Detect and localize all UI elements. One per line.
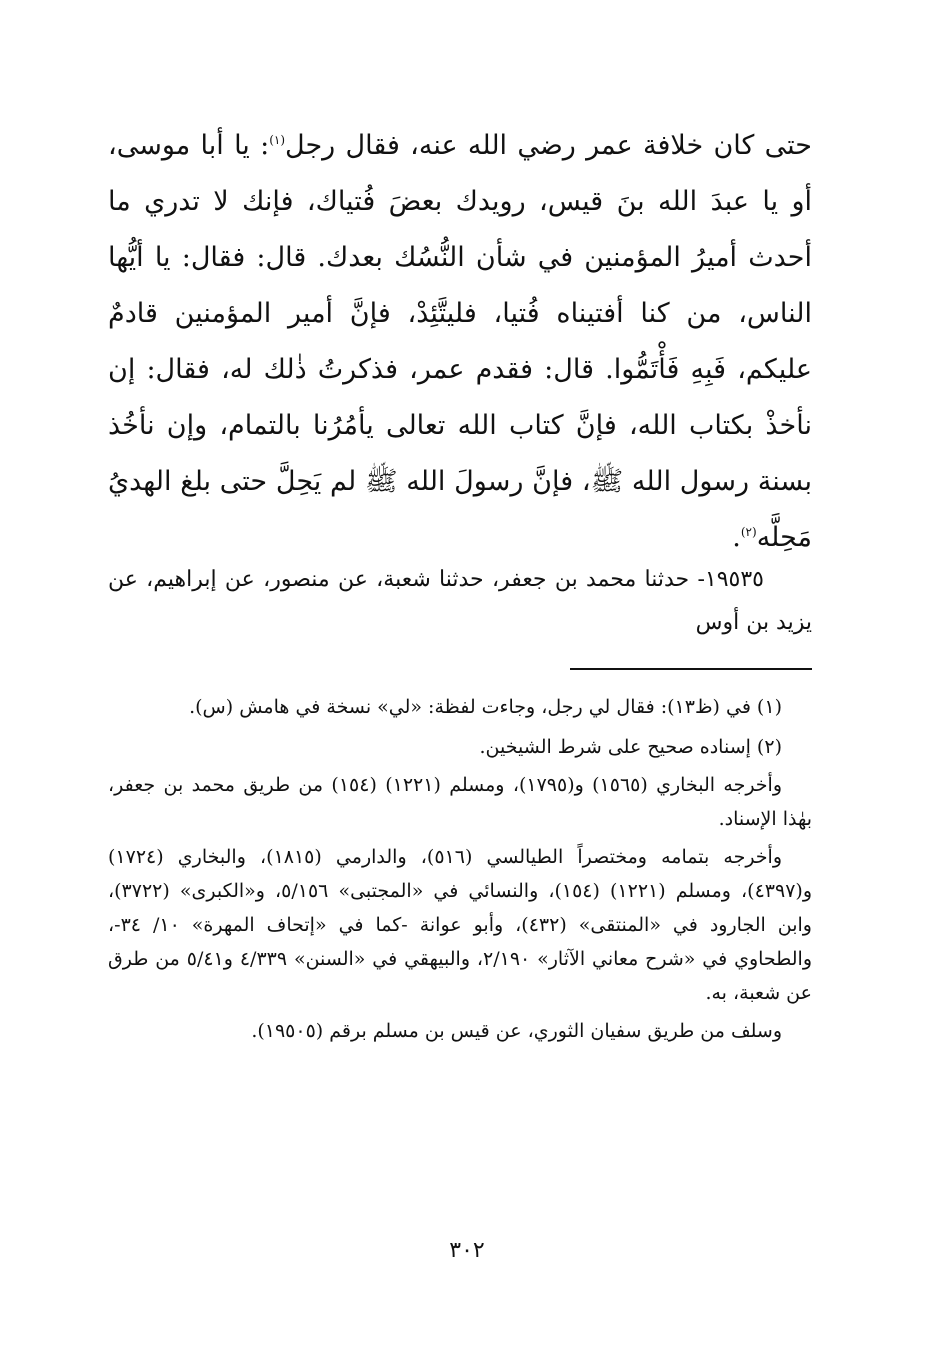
footnote-2-paragraph-2: وأخرجه البخاري (١٥٦٥) و(١٧٩٥)، ومسلم (١٢٢١) (١٥٤) من طريق محمد بن جعفر، بهٰذا الإسناد. — [108, 774, 812, 830]
hadith-entry — [108, 558, 812, 644]
page-number: ٣٠٢ — [449, 1238, 485, 1263]
footnote-2-paragraph-3: وأخرجه بتمامه ومختصراً الطيالسي (٥١٦)، والدارمي (١٨١٥)، والبخاري (١٧٢٤) و(٤٣٩٧)، ومسلم (١٢٢١) (١٥٤)، والنسائي في «المجتبى» ٥/١٥٦، و«الكبرى» (٣٧٢٢)، وابن الجارود في «المنتقى» (٤٣٢)، وأبو عوانة -كما في «إتحاف المهرة» ١٠/ ٣٤-، والطحاوي في «شرح معاني الآثار» ٢/١٩٠، والبيهقي في «السنن» ٤/٣٣٩ و٥/٤١ من طرق عن شعبة، به. — [108, 846, 813, 1004]
main-text-part-1: حتى كان خلافة عمر رضي الله عنه، فقال رجل — [285, 130, 812, 161]
footnote-2-paragraph-4: وسلف من طريق سفيان الثوري، عن قيس بن مسلم برقم (١٩٥٠٥). — [251, 1020, 782, 1042]
footnote-ref-2[interactable]: (٢) — [740, 525, 757, 539]
main-text-part-2: : يا أبا موسى، أو يا عبدَ الله بنَ قيس، رويدك بعضَ فُتياك، فإنك لا تدري ما أحدث أميرُ المؤمنين في شأن النُّسُك بعدك. قال: فقال: يا أيُّها الناس، من كنا أفتيناه فُتيا، فليتَّئِدْ، فإنَّ أمير المؤمنين قادمٌ عليكم، فَبِهِ فَأْتَمُّوا. قال: فقدم عمر، فذكرتُ ذٰلك له، فقال: إن نأخذْ بكتاب الله، فإنَّ كتاب الله تعالى يأمُرُنا بالتمام، وإن نأخُذ بسنة رسول الله ﷺ، فإنَّ رسولَ الله ﷺ لم يَحِلَّ حتى بلغ الهديُ مَحِلَّه — [108, 130, 812, 553]
main-paragraph — [108, 118, 812, 566]
footnote-1: (١) في (ظ١٣): فقال لي رجل، وجاءت لفظة: «لي» نسخة في هامش (س). — [189, 696, 782, 718]
main-text-end: . — [732, 522, 741, 553]
footnote-2: (٢) إسناده صحيح على شرط الشيخين. — [479, 736, 782, 758]
footnote-separator — [570, 668, 812, 670]
main-text — [108, 118, 812, 566]
footnote-ref-1[interactable]: (١) — [269, 133, 286, 147]
hadith-text: ١٩٥٣٥- حدثنا محمد بن جعفر، حدثنا شعبة، عن منصور، عن إبراهيم، عن يزيد بن أوس — [108, 567, 812, 635]
footnotes — [108, 690, 812, 1054]
